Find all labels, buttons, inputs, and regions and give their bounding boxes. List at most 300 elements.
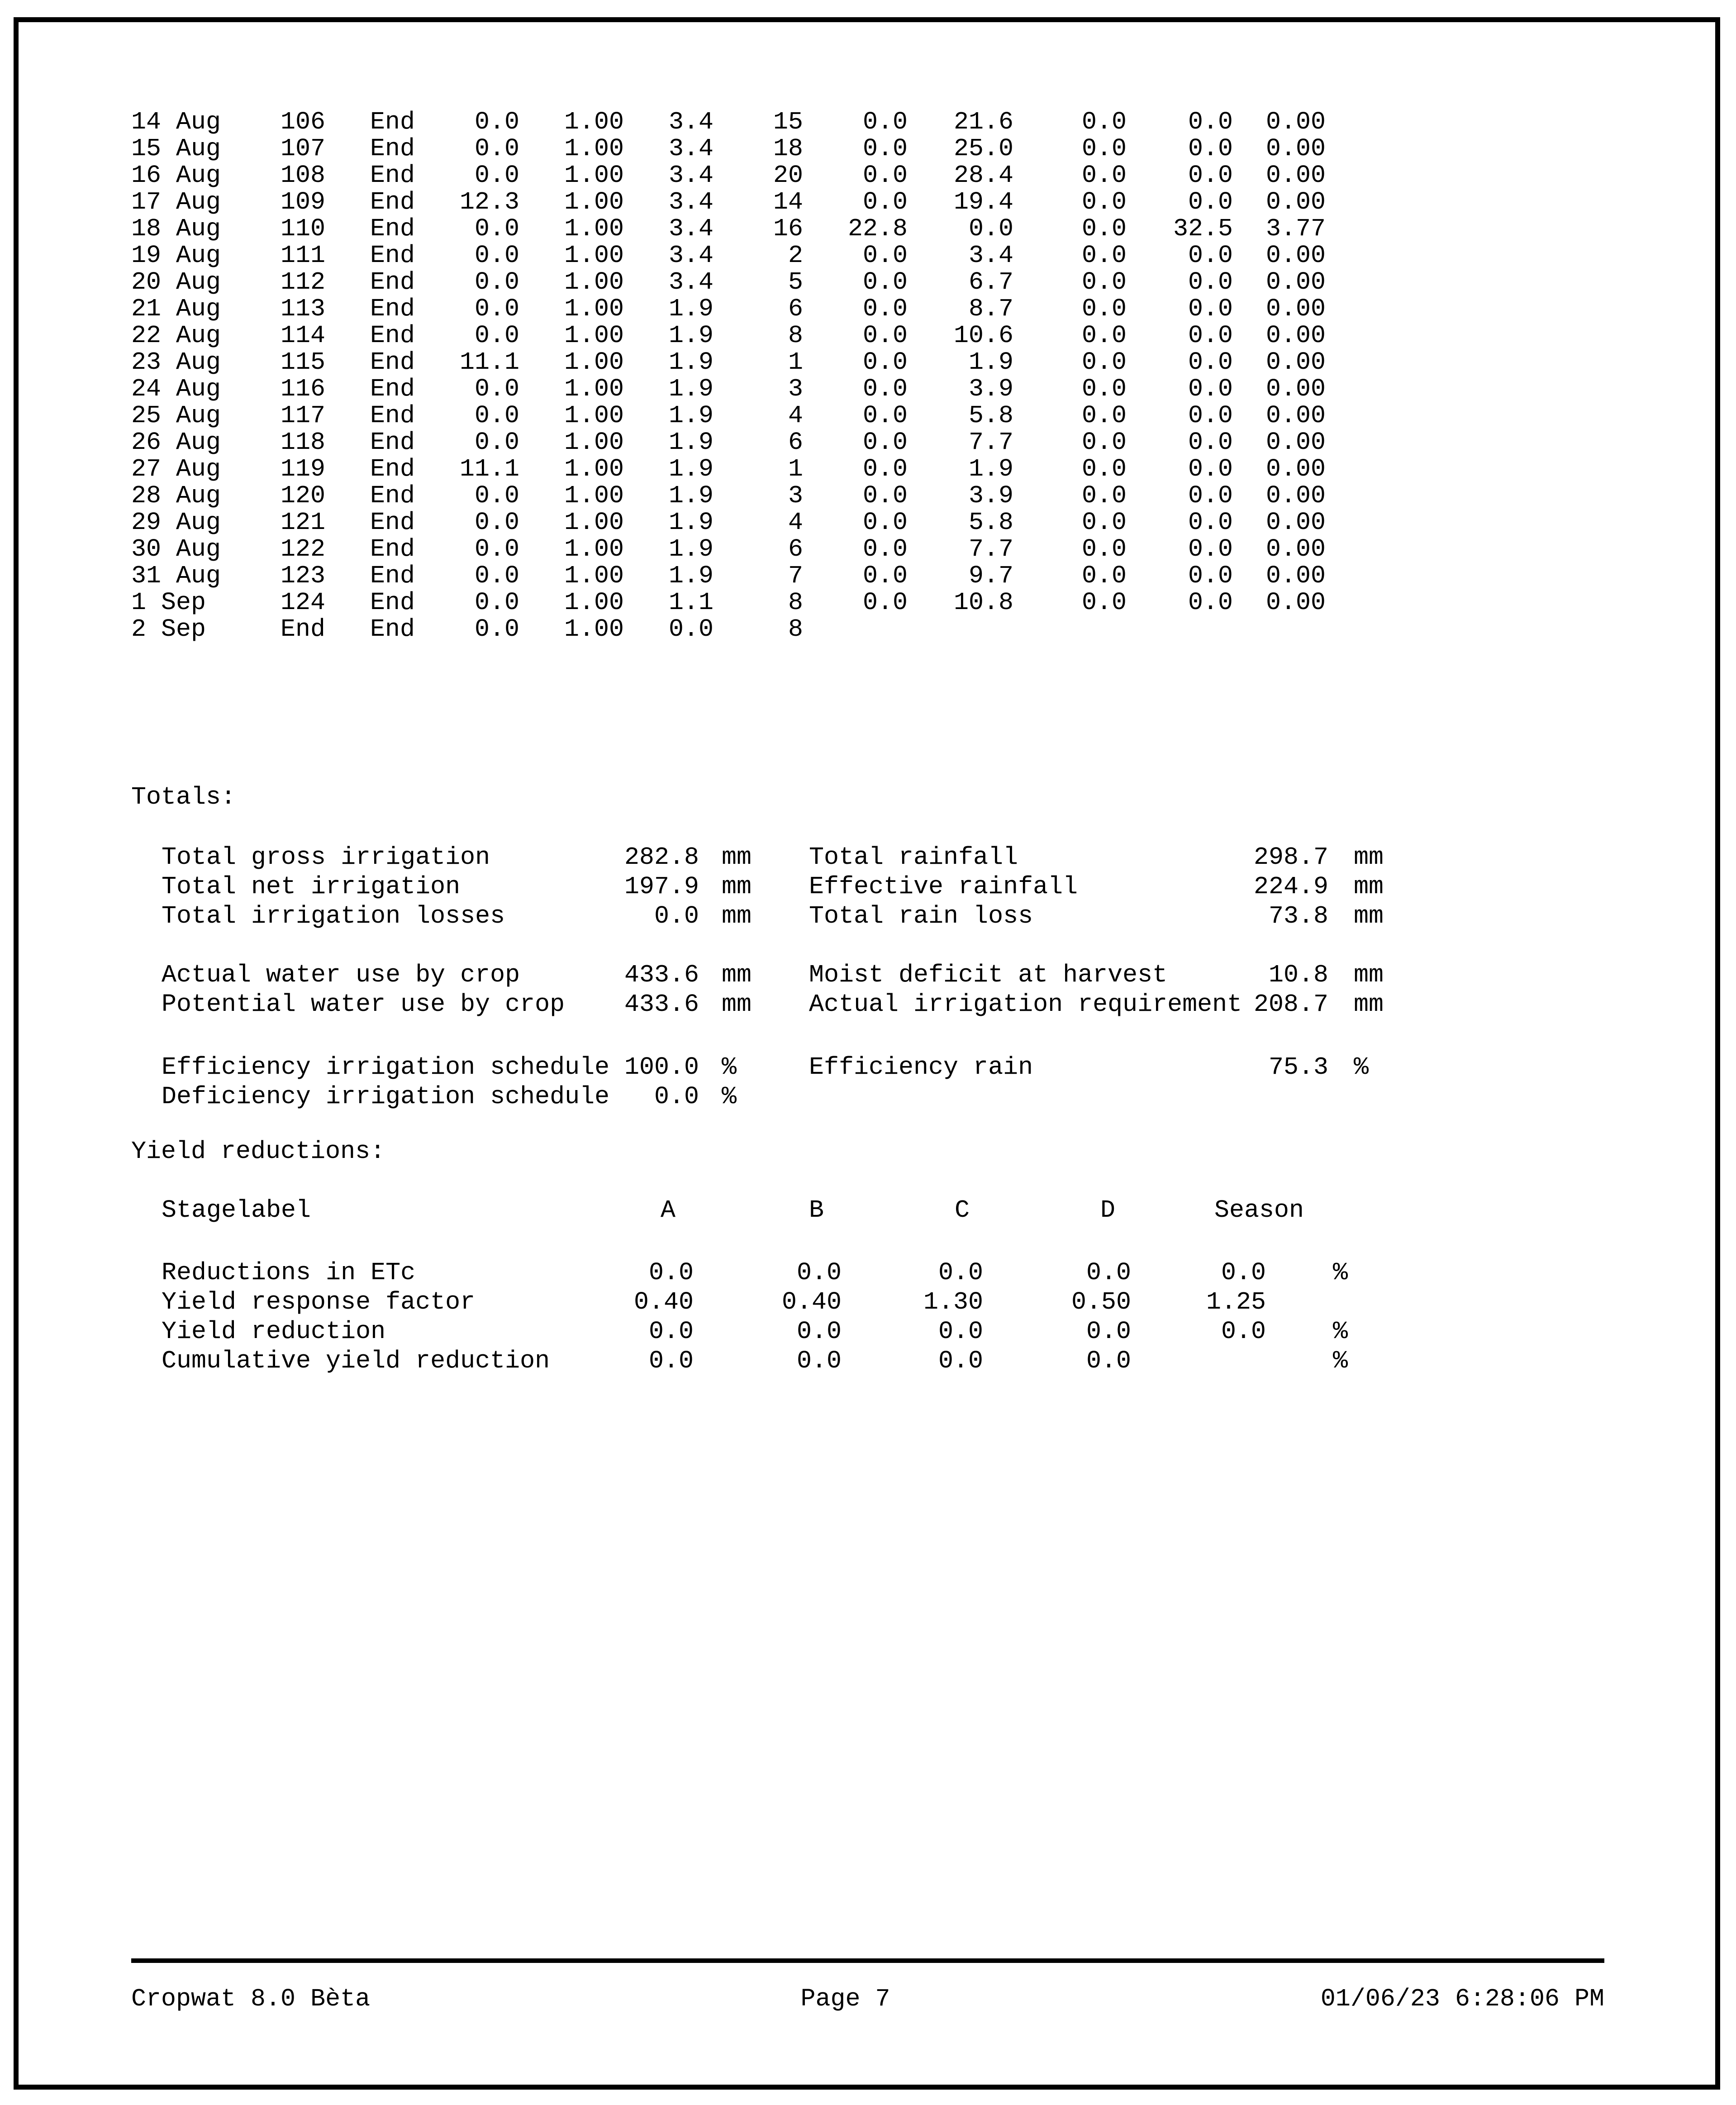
gross-irrigation-cell: 0.0 [1188,455,1233,483]
gross-irrigation-cell: 0.0 [1188,481,1233,510]
stage-cell: End [370,401,415,430]
loss-cell: 0.0 [1081,588,1127,617]
stage-cell: End [370,188,415,216]
deficit-cell: 1.9 [968,348,1013,376]
date-cell: 17 Aug [131,188,221,216]
totals-line [162,872,785,901]
schedule-table [131,109,1326,643]
totals-unit: mm [1354,961,1384,989]
totals-gap [1328,990,1354,1019]
rain-cell: 0.0 [474,241,519,270]
rain-cell: 0.0 [474,134,519,163]
stage-col-d-header: D [1100,1196,1116,1224]
totals-value: 100.0 [624,1053,699,1081]
deficit-cell: 7.7 [968,535,1013,563]
loss-cell: 0.0 [1081,241,1127,270]
rain-cell: 0.0 [474,295,519,323]
schedule-row [131,162,1326,189]
rain-cell: 0.0 [474,375,519,403]
yield-unit: % [1333,1317,1348,1346]
totals-unit: % [722,1082,737,1111]
totals-label: Total rain loss [809,902,1033,930]
stage-cell: End [370,428,415,457]
deficit-cell [908,616,1013,643]
eta-cell: 3.4 [668,241,713,270]
flow-cell: 0.00 [1265,508,1326,537]
totals-label: Potential water use by crop [162,990,565,1019]
date-cell: 24 Aug [131,375,221,403]
rain-cell: 0.0 [474,562,519,590]
eta-cell: 1.9 [668,508,713,537]
net-irrigation-cell: 0.0 [862,375,908,403]
stage-col-c-header: C [955,1196,970,1224]
day-number-cell: 113 [280,295,325,323]
yield-value-season: 0.0 [1221,1258,1266,1287]
rain-cell: 12.3 [459,188,519,216]
flow-cell: 0.00 [1265,401,1326,430]
flow-cell: 0.00 [1265,188,1326,216]
gross-irrigation-cell: 0.0 [1188,268,1233,296]
day-number-cell: 122 [280,535,325,563]
totals-group-1-right [809,843,1417,931]
depletion-cell: 16 [773,214,803,243]
totals-label: Moist deficit at harvest [809,961,1168,989]
totals-value: 224.9 [1253,872,1328,901]
yield-value-a: 0.0 [648,1317,694,1346]
yield-row [162,1258,1378,1287]
deficit-cell: 5.8 [968,401,1013,430]
footer-rule [131,1958,1604,1963]
totals-gap [1328,872,1354,901]
net-irrigation-cell: 0.0 [862,108,908,136]
yield-row [162,1287,1378,1317]
eta-cell: 1.9 [668,428,713,457]
totals-line [162,1052,785,1082]
eta-cell: 1.9 [668,535,713,563]
date-cell: 14 Aug [131,108,221,136]
stage-cell: End [370,562,415,590]
ks-cell: 1.00 [564,108,624,136]
schedule-row [131,456,1326,482]
schedule-row [131,429,1326,456]
schedule-row [131,616,1326,643]
depletion-cell: 15 [773,108,803,136]
totals-unit: mm [1354,990,1384,1019]
totals-group-3-left [162,1052,785,1111]
flow-cell: 0.00 [1265,161,1326,190]
gross-irrigation-cell: 0.0 [1188,321,1233,350]
totals-value: 197.9 [624,872,699,901]
flow-cell [1233,616,1326,643]
schedule-row [131,189,1326,215]
gross-irrigation-cell: 0.0 [1188,295,1233,323]
totals-label: Deficiency irrigation schedule [162,1082,610,1111]
ks-cell: 1.00 [564,375,624,403]
schedule-row [131,295,1326,322]
yield-value-d: 0.0 [1086,1347,1131,1375]
ks-cell: 1.00 [564,588,624,617]
eta-cell: 3.4 [668,214,713,243]
flow-cell: 0.00 [1265,588,1326,617]
totals-value: 433.6 [624,990,699,1019]
net-irrigation-cell: 0.0 [862,562,908,590]
yield-row-label: Yield response factor [162,1288,476,1316]
stage-cell: End [370,508,415,537]
totals-unit: % [722,1053,737,1081]
day-number-cell: 112 [280,268,325,296]
totals-label: Efficiency irrigation schedule [162,1053,610,1081]
totals-value: 73.8 [1268,902,1328,930]
totals-gap [699,872,722,901]
schedule-row [131,482,1326,509]
deficit-cell: 7.7 [968,428,1013,457]
eta-cell: 1.9 [668,295,713,323]
loss-cell: 0.0 [1081,161,1127,190]
stage-cell: End [370,481,415,510]
loss-cell: 0.0 [1081,321,1127,350]
totals-line [809,960,1417,990]
flow-cell: 0.00 [1265,455,1326,483]
eta-cell: 1.9 [668,321,713,350]
rain-cell: 0.0 [474,108,519,136]
rain-cell: 0.0 [474,535,519,563]
totals-value: 0.0 [654,902,699,930]
loss-cell: 0.0 [1081,188,1127,216]
yield-value-d: 0.0 [1086,1258,1131,1287]
yield-row [162,1346,1378,1376]
day-number-cell: 106 [280,108,325,136]
schedule-row [131,242,1326,269]
totals-unit: % [1354,1053,1369,1081]
net-irrigation-cell: 0.0 [862,428,908,457]
flow-cell: 0.00 [1265,428,1326,457]
yield-unit [1333,1287,1378,1317]
totals-gap [699,843,722,872]
totals-label: Effective rainfall [809,872,1078,901]
yield-value-c: 0.0 [938,1347,983,1375]
loss-cell: 0.0 [1081,375,1127,403]
totals-line [809,843,1417,872]
ks-cell: 1.00 [564,134,624,163]
totals-gap [699,960,722,990]
yield-unit: % [1333,1258,1348,1287]
flow-cell: 0.00 [1265,375,1326,403]
loss-cell: 0.0 [1081,214,1127,243]
date-cell: 21 Aug [131,295,221,323]
day-number-cell: 109 [280,188,325,216]
totals-unit: mm [722,961,752,989]
gross-irrigation-cell: 0.0 [1188,134,1233,163]
eta-cell: 3.4 [668,108,713,136]
day-number-cell: 124 [280,588,325,617]
day-number-cell: End [280,615,325,643]
day-number-cell: 121 [280,508,325,537]
yield-row-label: Yield reduction [162,1317,386,1346]
eta-cell: 1.9 [668,455,713,483]
stage-cell: End [370,161,415,190]
totals-value: 0.0 [654,1082,699,1111]
rain-cell: 0.0 [474,214,519,243]
deficit-cell: 10.8 [953,588,1013,617]
eta-cell: 1.9 [668,481,713,510]
day-number-cell: 111 [280,241,325,270]
loss-cell: 0.0 [1081,535,1127,563]
eta-cell: 3.4 [668,268,713,296]
totals-gap [699,1052,722,1082]
gross-irrigation-cell: 0.0 [1188,401,1233,430]
totals-unit: mm [722,872,752,901]
loss-cell: 0.0 [1081,401,1127,430]
rain-cell: 0.0 [474,401,519,430]
rain-cell: 0.0 [474,161,519,190]
flow-cell: 3.77 [1265,214,1326,243]
gross-irrigation-cell: 32.5 [1173,214,1233,243]
ks-cell: 1.00 [564,428,624,457]
yield-value-c: 1.30 [923,1288,983,1316]
schedule-row [131,376,1326,402]
loss-cell: 0.0 [1081,508,1127,537]
depletion-cell: 2 [788,241,803,270]
stage-cell: End [370,214,415,243]
totals-line [809,990,1417,1019]
deficit-cell: 0.0 [968,214,1013,243]
depletion-cell: 14 [773,188,803,216]
schedule-row [131,589,1326,616]
ks-cell: 1.00 [564,508,624,537]
totals-line [162,901,785,931]
loss-cell [1013,616,1127,643]
rain-cell: 0.0 [474,615,519,643]
stage-cell: End [370,268,415,296]
ks-cell: 1.00 [564,295,624,323]
totals-gap [699,901,722,931]
totals-group-2-left [162,960,785,1019]
totals-label: Total gross irrigation [162,843,490,872]
net-irrigation-cell: 0.0 [862,295,908,323]
day-number-cell: 114 [280,321,325,350]
totals-unit: mm [722,902,752,930]
depletion-cell: 1 [788,348,803,376]
ks-cell: 1.00 [564,615,624,643]
loss-cell: 0.0 [1081,295,1127,323]
stage-cell: End [370,108,415,136]
net-irrigation-cell: 22.8 [847,214,908,243]
footer-app-name: Cropwat 8.0 Bèta [131,1985,371,2013]
eta-cell: 3.4 [668,188,713,216]
net-irrigation-cell: 0.0 [862,188,908,216]
depletion-cell: 1 [788,455,803,483]
day-number-cell: 117 [280,401,325,430]
depletion-cell: 8 [788,615,803,643]
gross-irrigation-cell: 0.0 [1188,348,1233,376]
date-cell: 27 Aug [131,455,221,483]
gross-irrigation-cell: 0.0 [1188,562,1233,590]
rain-cell: 0.0 [474,321,519,350]
day-number-cell: 110 [280,214,325,243]
loss-cell: 0.0 [1081,562,1127,590]
footer-page-number: Page 7 [800,1985,890,2013]
depletion-cell: 8 [788,321,803,350]
totals-group-2-right [809,960,1417,1019]
totals-gap [699,1082,722,1111]
totals-line [162,1082,785,1111]
eta-cell: 3.4 [668,161,713,190]
schedule-row [131,135,1326,162]
loss-cell: 0.0 [1081,348,1127,376]
yield-gap [1266,1287,1333,1317]
gross-irrigation-cell: 0.0 [1188,588,1233,617]
loss-cell: 0.0 [1081,134,1127,163]
stagelabel-header: Stagelabel [162,1196,311,1224]
totals-value: 208.7 [1253,990,1328,1019]
net-irrigation-cell: 0.0 [862,481,908,510]
yield-value-b: 0.0 [796,1258,842,1287]
totals-group-3-right [809,1052,1417,1082]
flow-cell: 0.00 [1265,295,1326,323]
net-irrigation-cell: 0.0 [862,268,908,296]
yield-value-a: 0.0 [648,1347,694,1375]
date-cell: 2 Sep [131,615,206,643]
depletion-cell: 4 [788,401,803,430]
yield-row [162,1317,1378,1346]
totals-label: Total rainfall [809,843,1018,872]
totals-group-1-left [162,843,785,931]
yield-value-c: 0.0 [938,1317,983,1346]
loss-cell: 0.0 [1081,428,1127,457]
eta-cell: 0.0 [668,615,713,643]
loss-cell: 0.0 [1081,455,1127,483]
ks-cell: 1.00 [564,401,624,430]
totals-value: 10.8 [1268,961,1328,989]
date-cell: 30 Aug [131,535,221,563]
deficit-cell: 10.6 [953,321,1013,350]
schedule-row [131,349,1326,376]
deficit-cell: 21.6 [953,108,1013,136]
deficit-cell: 3.9 [968,481,1013,510]
eta-cell: 1.9 [668,348,713,376]
yield-value-b: 0.40 [781,1288,842,1316]
deficit-cell: 6.7 [968,268,1013,296]
yield-gap [1266,1346,1333,1376]
eta-cell: 3.4 [668,134,713,163]
yield-value-d: 0.0 [1086,1317,1131,1346]
yield-value-b: 0.0 [796,1317,842,1346]
eta-cell: 1.1 [668,588,713,617]
totals-line [809,901,1417,931]
totals-label: Efficiency rain [809,1053,1033,1081]
day-number-cell: 120 [280,481,325,510]
totals-heading: Totals: [131,783,236,811]
yield-row-label: Cumulative yield reduction [162,1347,550,1375]
flow-cell: 0.00 [1265,321,1326,350]
yield-value-d: 0.50 [1071,1288,1131,1316]
yield-table-rows [162,1258,1378,1376]
date-cell: 15 Aug [131,134,221,163]
stage-cell: End [370,348,415,376]
deficit-cell: 28.4 [953,161,1013,190]
day-number-cell: 116 [280,375,325,403]
totals-value: 282.8 [624,843,699,872]
flow-cell: 0.00 [1265,348,1326,376]
ks-cell: 1.00 [564,241,624,270]
flow-cell: 0.00 [1265,268,1326,296]
rain-cell: 0.0 [474,481,519,510]
yield-table-header [0,1197,1736,1224]
totals-line [162,843,785,872]
loss-cell: 0.0 [1081,108,1127,136]
date-cell: 16 Aug [131,161,221,190]
totals-gap [699,990,722,1019]
totals-label: Actual irrigation requirement [809,990,1242,1019]
stage-cell: End [370,615,415,643]
totals-line [162,990,785,1019]
depletion-cell: 6 [788,295,803,323]
rain-cell: 0.0 [474,508,519,537]
ks-cell: 1.00 [564,214,624,243]
totals-gap [1328,960,1354,990]
net-irrigation-cell: 0.0 [862,401,908,430]
gross-irrigation-cell [1127,616,1233,643]
net-irrigation-cell: 0.0 [862,588,908,617]
yield-value-a: 0.40 [633,1288,694,1316]
totals-line [162,960,785,990]
date-cell: 28 Aug [131,481,221,510]
net-irrigation-cell: 0.0 [862,321,908,350]
stage-cell: End [370,295,415,323]
ks-cell: 1.00 [564,321,624,350]
totals-unit: mm [1354,872,1384,901]
footer-datetime: 01/06/23 6:28:06 PM [1320,1985,1604,2013]
stage-cell: End [370,588,415,617]
day-number-cell: 108 [280,161,325,190]
rain-cell: 0.0 [474,268,519,296]
rain-cell: 11.1 [459,348,519,376]
date-cell: 25 Aug [131,401,221,430]
net-irrigation-cell: 0.0 [862,535,908,563]
flow-cell: 0.00 [1265,562,1326,590]
yield-value-season: 0.0 [1221,1317,1266,1346]
gross-irrigation-cell: 0.0 [1188,241,1233,270]
deficit-cell: 8.7 [968,295,1013,323]
loss-cell: 0.0 [1081,481,1127,510]
schedule-row [131,536,1326,562]
deficit-cell: 3.9 [968,375,1013,403]
deficit-cell: 25.0 [953,134,1013,163]
gross-irrigation-cell: 0.0 [1188,428,1233,457]
deficit-cell: 9.7 [968,562,1013,590]
rain-cell: 0.0 [474,588,519,617]
date-cell: 22 Aug [131,321,221,350]
totals-unit: mm [722,843,752,872]
net-irrigation-cell: 0.0 [862,455,908,483]
totals-value: 298.7 [1253,843,1328,872]
flow-cell: 0.00 [1265,134,1326,163]
totals-value: 75.3 [1268,1053,1328,1081]
yield-gap [1266,1317,1333,1346]
yield-value-b: 0.0 [796,1347,842,1375]
schedule-row [131,562,1326,589]
day-number-cell: 123 [280,562,325,590]
depletion-cell: 4 [788,508,803,537]
totals-gap [1328,1052,1354,1082]
deficit-cell: 5.8 [968,508,1013,537]
yield-value-a: 0.0 [648,1258,694,1287]
totals-label: Total irrigation losses [162,902,505,930]
rain-cell: 11.1 [459,455,519,483]
totals-unit: mm [1354,902,1384,930]
depletion-cell: 20 [773,161,803,190]
flow-cell: 0.00 [1265,108,1326,136]
